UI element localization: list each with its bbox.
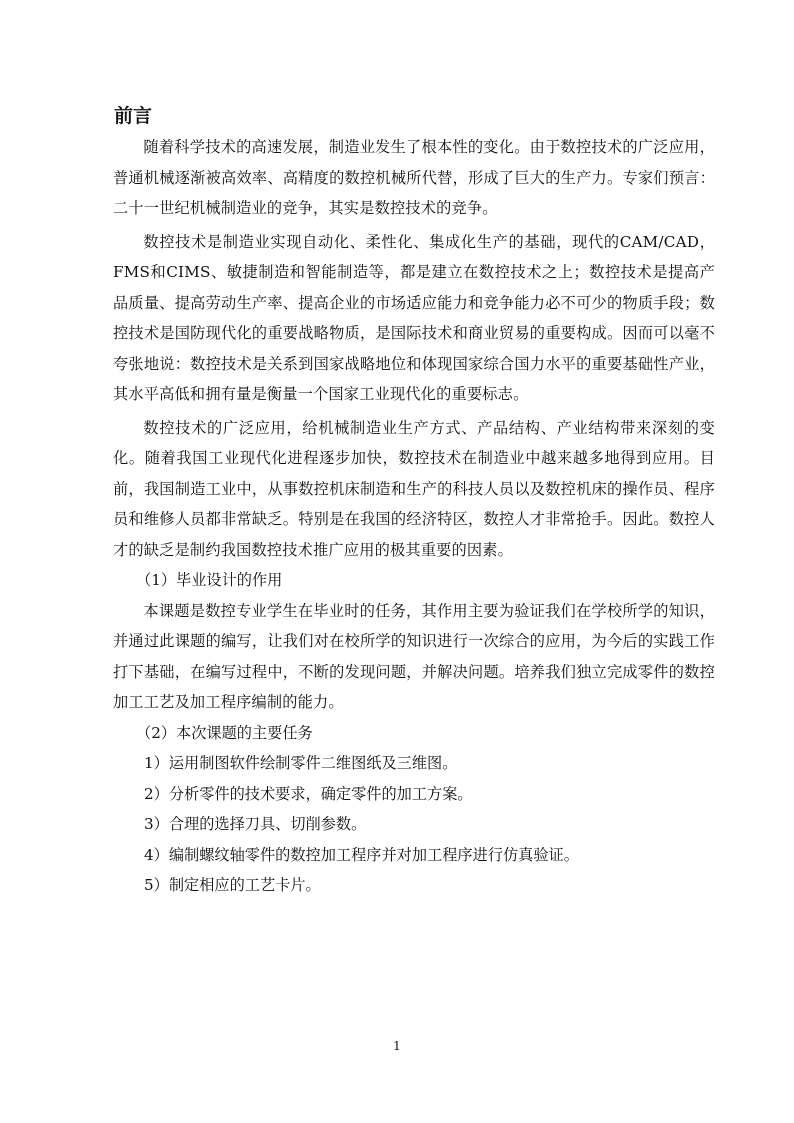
page-title: 前言	[114, 105, 153, 127]
task-item: 5）制定相应的工艺卡片。	[144, 876, 321, 894]
section-heading-purpose: （1）毕业设计的作用	[136, 571, 283, 589]
page-number: 1	[393, 1039, 401, 1053]
task-item: 2）分析零件的技术要求，确定零件的加工方案。	[144, 784, 473, 803]
paragraph-application: 数控技术的广泛应用，给机械制造业生产方式、产品结构、产业结构带来深刻的变化。随着我国工业现代化进程逐步加快，数控技术在制造业中越来越多地得到应用。目前，我国制造工业中，从事数控机床制造和生产的科技人员以及数控机床的操作员、程序员和维修人员都非常缺乏。特别是在我国的经济特区，数控人才非常抢手。因此。数控人才的缺乏是制约我国数控技术推广应用的极其重要的因素。	[113, 418, 715, 559]
task-item: 4）编制螺纹轴零件的数控加工程序并对加工程序进行仿真验证。	[144, 845, 579, 864]
task-item: 3）合理的选择刀具、切削参数。	[144, 815, 367, 833]
section-heading-tasks: （2）本次课题的主要任务	[136, 723, 313, 742]
document-body	[113, 132, 715, 901]
paragraph-purpose: 本课题是数控专业学生在毕业时的任务，其作用主要为验证我们在学校所学的知识，并通过此课题的编写，让我们对在校所学的知识进行一次综合的应用，为今后的实践工作打下基础，在编写过程中，不断的发现问题，并解决问题。培养我们独立完成零件的数控加工工艺及加工程序编制的能力。	[113, 601, 715, 711]
paragraph-intro: 随着科学技术的高速发展，制造业发生了根本性的变化。由于数控技术的广泛应用，普通机械逐渐被高效率、高精度的数控机械所代替，形成了巨大的生产力。专家们预言：二十一世纪机械制造业的竞争，其实是数控技术的竞争。	[113, 138, 715, 217]
paragraph-foundation: 数控技术是制造业实现自动化、柔性化、集成化生产的基础，现代的CAM/CAD，FMS和CIMS、敏捷制造和智能制造等，都是建立在数控技术之上；数控技术是提高产品质量、提高劳动生产率、提高企业的市场适应能力和竞争能力必不可少的物质手段；数控技术是国防现代化的重要战略物质，是国际技术和商业贸易的重要构成。因而可以毫不夸张地说：数控技术是关系到国家战略地位和体现国家综合国力水平的重要基础性产业，其水平高低和拥有量是衡量一个国家工业现代化的重要标志。	[113, 232, 715, 403]
task-item: 1）运用制图软件绘制零件二维图纸及三维图。	[144, 754, 458, 772]
